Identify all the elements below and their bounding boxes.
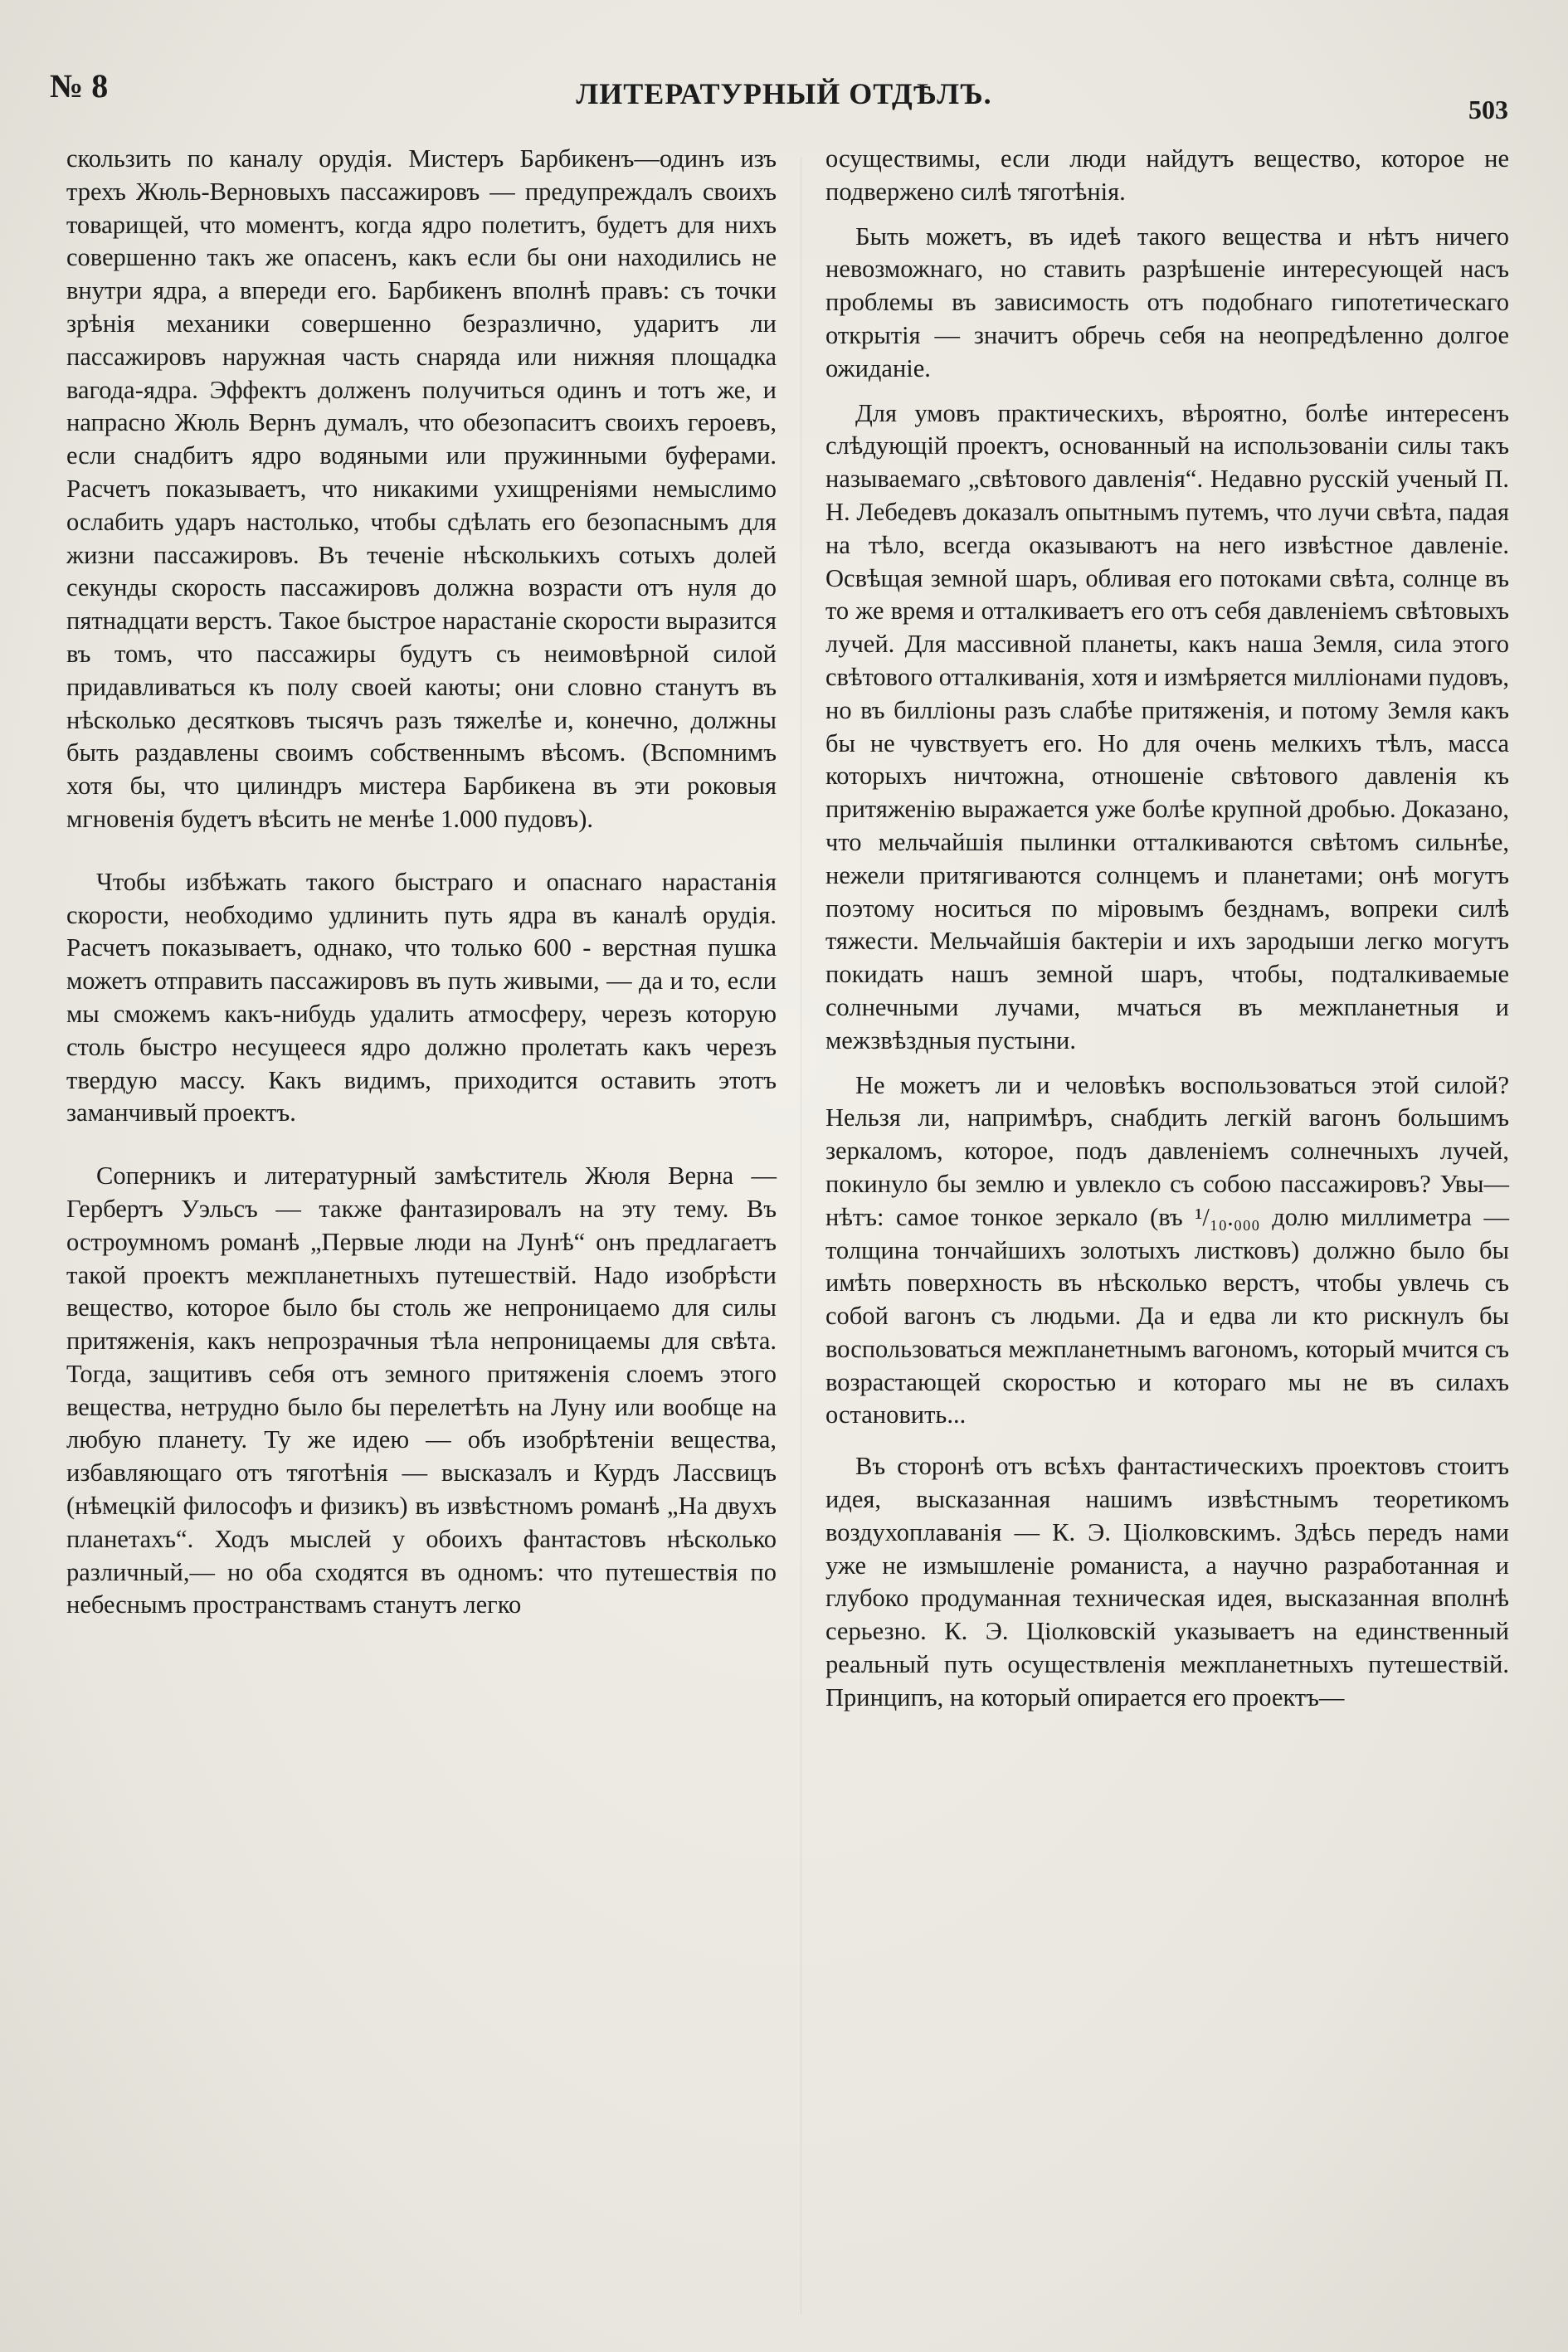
paragraph: скользить по каналу орудія. Мистеръ Барбикенъ—одинъ изъ трехъ Жюль-Верновыхъ пассажировъ — предупреждалъ своихъ товарищей, что моментъ, когда ядро полетитъ, будетъ для нихъ совершенно такъ же опасенъ, какъ если бы они находились не внутри ядра, а впереди его. Барбикенъ вполнѣ правъ: съ точки зрѣнія механики совершенно безразлично, ударитъ ли пассажировъ наружная часть снаряда или нижняя площадка вагода-ядра. Эффектъ долженъ получиться одинъ и тотъ же, и напрасно Жюль Вернъ думалъ, что обезопаситъ своихъ героевъ, если снадбитъ ядро водяными или пружинными буферами. Расчетъ показываетъ, что никакими ухищреніями немыслимо ослабить ударъ настолько, чтобы сдѣлать его безопаснымъ для жизни пассажировъ. Въ теченіе нѣсколькихъ сотыхъ долей секунды скорость пассажировъ должна возрасти отъ нуля до пятнадцати верстъ. Такое быстрое нарастаніе скорости выразится въ томъ, что пассажиры будутъ съ неимовѣрной силой придавливаться къ полу своей каюты; они словно станутъ въ нѣсколько десятковъ тысячъ разъ тяжелѣе и, конечно, должны быть раздавлены своимъ собственнымъ вѣсомъ. (Вспомнимъ хотя бы, что цилиндръ мистера Барбикена въ эти роковыя мгновенія будетъ вѣсить не менѣе 1.000 пудовъ).: [66, 144, 777, 833]
paragraph: Быть можетъ, въ идеѣ такого вещества и нѣтъ ничего невозможнаго, но ставить разрѣшеніе интересующей насъ проблемы въ зависимость отъ подобнаго гипотетическаго открытія — значитъ обречь себя на неопредѣленно долгое ожиданіе.: [825, 222, 1509, 382]
left-column: [66, 143, 777, 1622]
paragraph: Въ сторонѣ отъ всѣхъ фантастическихъ проектовъ стоитъ идея, высказанная нашимъ извѣстнымъ теоретикомъ воздухоплаванія — К. Э. Ціолковскимъ. Здѣсь передъ нами уже не измышленіе романиста, а научно разработанная и глубоко продуманная техническая идея, высказанная вполнѣ серьезно. К. Э. Ціолковскій указываетъ на единственный реальный путь осуществленія межпланетныхъ путешествій. Принципъ, на который опирается его проектъ—: [825, 1452, 1509, 1712]
paragraph: Для умовъ практическихъ, вѣроятно, болѣе интересенъ слѣдующій проектъ, основанный на использованіи силы такъ называемаго „свѣтового давленія“. Недавно русскій ученый П. Н. Лебедевъ доказалъ опытнымъ путемъ, что лучи свѣта, падая на тѣло, всегда оказываютъ на него извѣстное давленіе. Освѣщая земной шаръ, обливая его потоками свѣта, солнце въ то же время и отталкиваетъ его отъ себя давленіемъ свѣтовыхъ лучей. Для массивной планеты, какъ наша Земля, сила этого свѣтового отталкиванія, хотя и измѣряется милліонами пудовъ, но въ билліоны разъ слабѣе притяженія, и потому Земля какъ бы не чувствуетъ его. Но для очень мелкихъ тѣлъ, масса которыхъ ничтожна, отношеніе свѣтового давленія къ притяженію выражается уже болѣе крупной дробью. Доказано, что мельчайшія пылинки отталкиваются свѣтомъ сильнѣе, нежели притягиваются солнцемъ и планетами; онѣ могутъ поэтому носиться по міровымъ безднамъ, вопреки силѣ тяжести. Мельчайшія бактеріи и ихъ зародыши легко могутъ покидать нашъ земной шаръ, чтобы, подталкиваемые солнечными лучами, мчаться въ межпланетныя и межзвѣздныя пустыни.: [825, 398, 1509, 1054]
section-title: ЛИТЕРАТУРНЫЙ ОТДѢЛЪ.: [576, 77, 992, 110]
paragraph: Чтобы избѣжать такого быстраго и опаснаго нарастанія скорости, необходимо удлинить путь ядра въ каналѣ орудія. Расчетъ показываетъ, однако, что только 600 - верстная пушка можетъ отправить пассажировъ въ путь живыми, — да и то, если мы сможемъ какъ-нибудь удалить атмосферу, черезъ которую столь быстро несущееся ядро должно пролетать какъ черезъ твердую массу. Какъ видимъ, приходится оставить этотъ заманчивый проектъ.: [66, 867, 777, 1127]
right-column: [825, 143, 1509, 1715]
page-number: 503: [1468, 95, 1508, 124]
paragraph: Соперникъ и литературный замѣститель Жюля Верна — Гербертъ Уэльсъ — также фантазировалъ на эту тему. Въ остроумномъ романѣ „Первые люди на Лунѣ“ онъ предлагаетъ такой проектъ межпланетныхъ путешествій. Надо изобрѣсти вещество, которое было бы столь же непроницаемо для силы притяженія, какъ непрозрачныя тѣла непроницаемы для свѣта. Тогда, защитивъ себя отъ земного притяженія слоемъ этого вещества, нетрудно было бы перелетѣть на Луну или вообще на любую планету. Ту же идею — объ изобрѣтеніи вещества, избавляющаго отъ тяготѣнія — высказалъ и Курдъ Лассвицъ (нѣмецкій философъ и физикъ) въ извѣстномъ романѣ „На двухъ планетахъ“. Ходъ мыслей у обоихъ фантастовъ нѣсколько различный,— но оба сходятся въ одномъ: что путешествія по небеснымъ пространствамъ станутъ легко: [66, 1161, 777, 1619]
paragraph: Не можетъ ли и человѣкъ воспользоваться этой силой? Нельзя ли, напримѣръ, снабдить легкій вагонъ большимъ зеркаломъ, которое, подъ давленіемъ солнечныхъ лучей, покинуло бы землю и увлекло съ собою пассажировъ? Увы—нѣтъ: самое тонкое зеркало (въ ¹/₁₀.₀₀₀ долю миллиметра — толщина тончайшихъ золотыхъ листковъ) должно было бы имѣть поверхность въ нѣсколько верстъ, чтобы увлечь съ собой вагонъ съ людьми. Да и едва ли кто рискнулъ бы воспользоваться межпланетнымъ вагономъ, который мчится съ возрастающей скоростью и котораго мы не въ силахъ остановить...: [825, 1070, 1509, 1429]
paragraph: осуществимы, если люди найдутъ вещество, которое не подвержено силѣ тяготѣнія.: [825, 144, 1509, 206]
issue-number: № 8: [50, 67, 109, 105]
page-header: [0, 66, 1568, 124]
